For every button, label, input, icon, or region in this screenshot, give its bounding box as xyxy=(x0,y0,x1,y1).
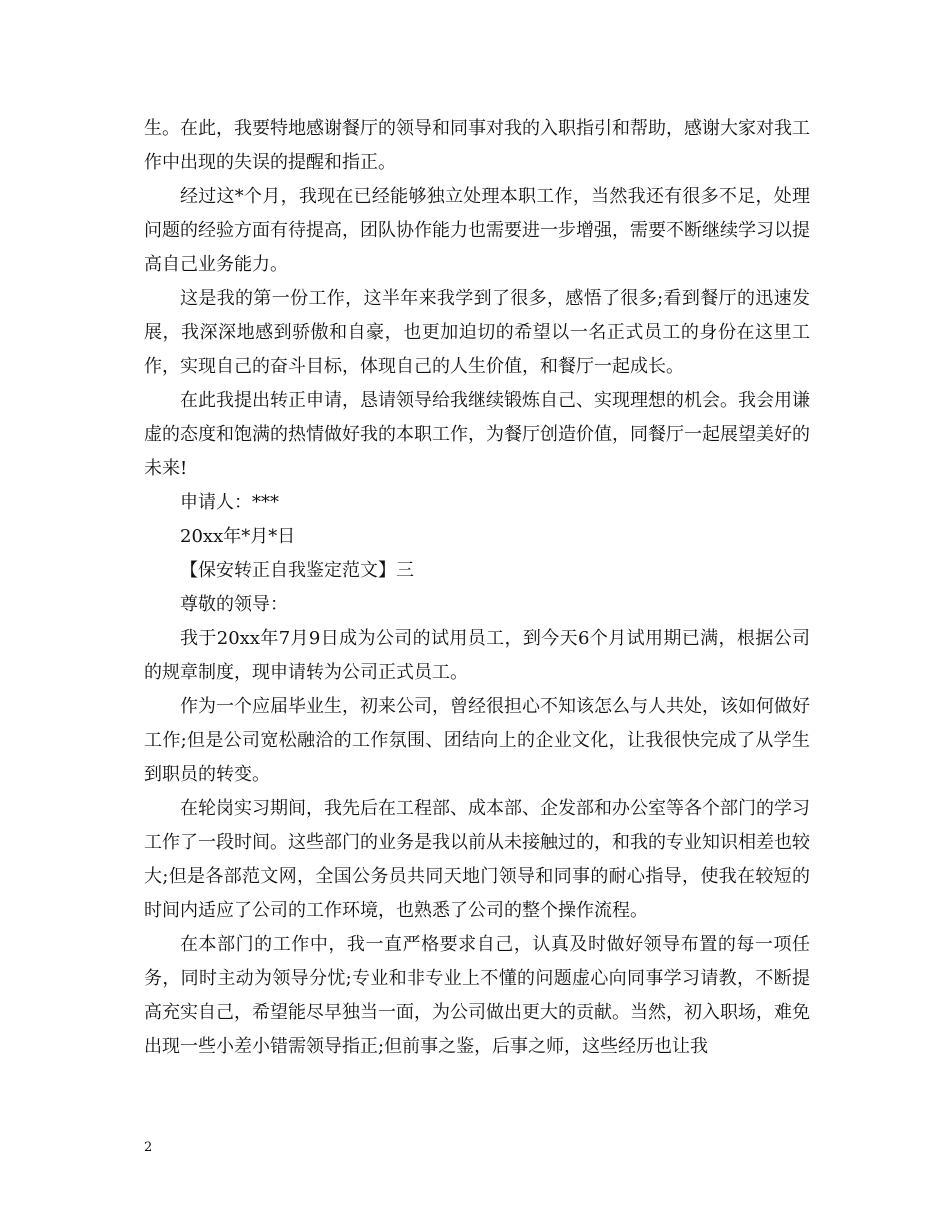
paragraph: 在此我提出转正申请，恳请领导给我继续锻炼自己、实现理想的机会。我会用谦虚的态度和饱满的热情做好我的本职工作，为餐厅创造价值，同餐厅一起展望美好的未来! xyxy=(144,390,810,479)
paragraph: 在本部门的工作中，我一直严格要求自己，认真及时做好领导布置的每一项任务，同时主动为领导分忧;专业和非专业上不懂的问题虚心向同事学习请教，不断提高充实自己，希望能尽早独当一面，为公司做出更大的贡献。当然，初入职场，难免出现一些小差小错需领导指正;但前事之鉴，后事之师，这些经历也让我 xyxy=(144,934,810,1057)
paragraph: 生。在此，我要特地感谢餐厅的领导和同事对我的入职指引和帮助，感谢大家对我工作中出现的失误的提醒和指正。 xyxy=(144,118,810,173)
page-number: 2 xyxy=(144,1140,153,1155)
applicant-line: 申请人：*** xyxy=(180,492,279,513)
section-title: 【保安转正自我鉴定范文】三 xyxy=(180,560,414,581)
paragraph: 在轮岗实习期间，我先后在工程部、成本部、企发部和办公室等各个部门的学习工作了一段时间。这些部门的业务是我以前从未接触过的，和我的专业知识相差也较大;但是各部范文网，全国公务员共同天地门领导和同事的耐心指导，使我在较短的时间内适应了公司的工作环境，也熟悉了公司的整个操作流程。 xyxy=(144,798,810,921)
paragraph: 这是我的第一份工作，这半年来我学到了很多，感悟了很多;看到餐厅的迅速发展，我深深地感到骄傲和自豪，也更加迫切的希望以一名正式员工的身份在这里工作，实现自己的奋斗目标，体现自己的人生价值，和餐厅一起成长。 xyxy=(144,288,810,377)
paragraph: 作为一个应届毕业生，初来公司，曾经很担心不知该怎么与人共处，该如何做好工作;但是公司宽松融洽的工作氛围、团结向上的企业文化，让我很快完成了从学生到职员的转变。 xyxy=(144,696,810,785)
paragraph: 经过这*个月，我现在已经能够独立处理本职工作，当然我还有很多不足，处理问题的经验方面有待提高，团队协作能力也需要进一步增强，需要不断继续学习以提高自己业务能力。 xyxy=(144,186,810,275)
date-line: 20xx年*月*日 xyxy=(180,526,296,547)
salutation: 尊敬的领导： xyxy=(180,594,288,615)
document-body xyxy=(144,112,810,1064)
paragraph: 我于20xx年7月9日成为公司的试用员工，到今天6个月试用期已满，根据公司的规章制度，现申请转为公司正式员工。 xyxy=(144,628,810,683)
